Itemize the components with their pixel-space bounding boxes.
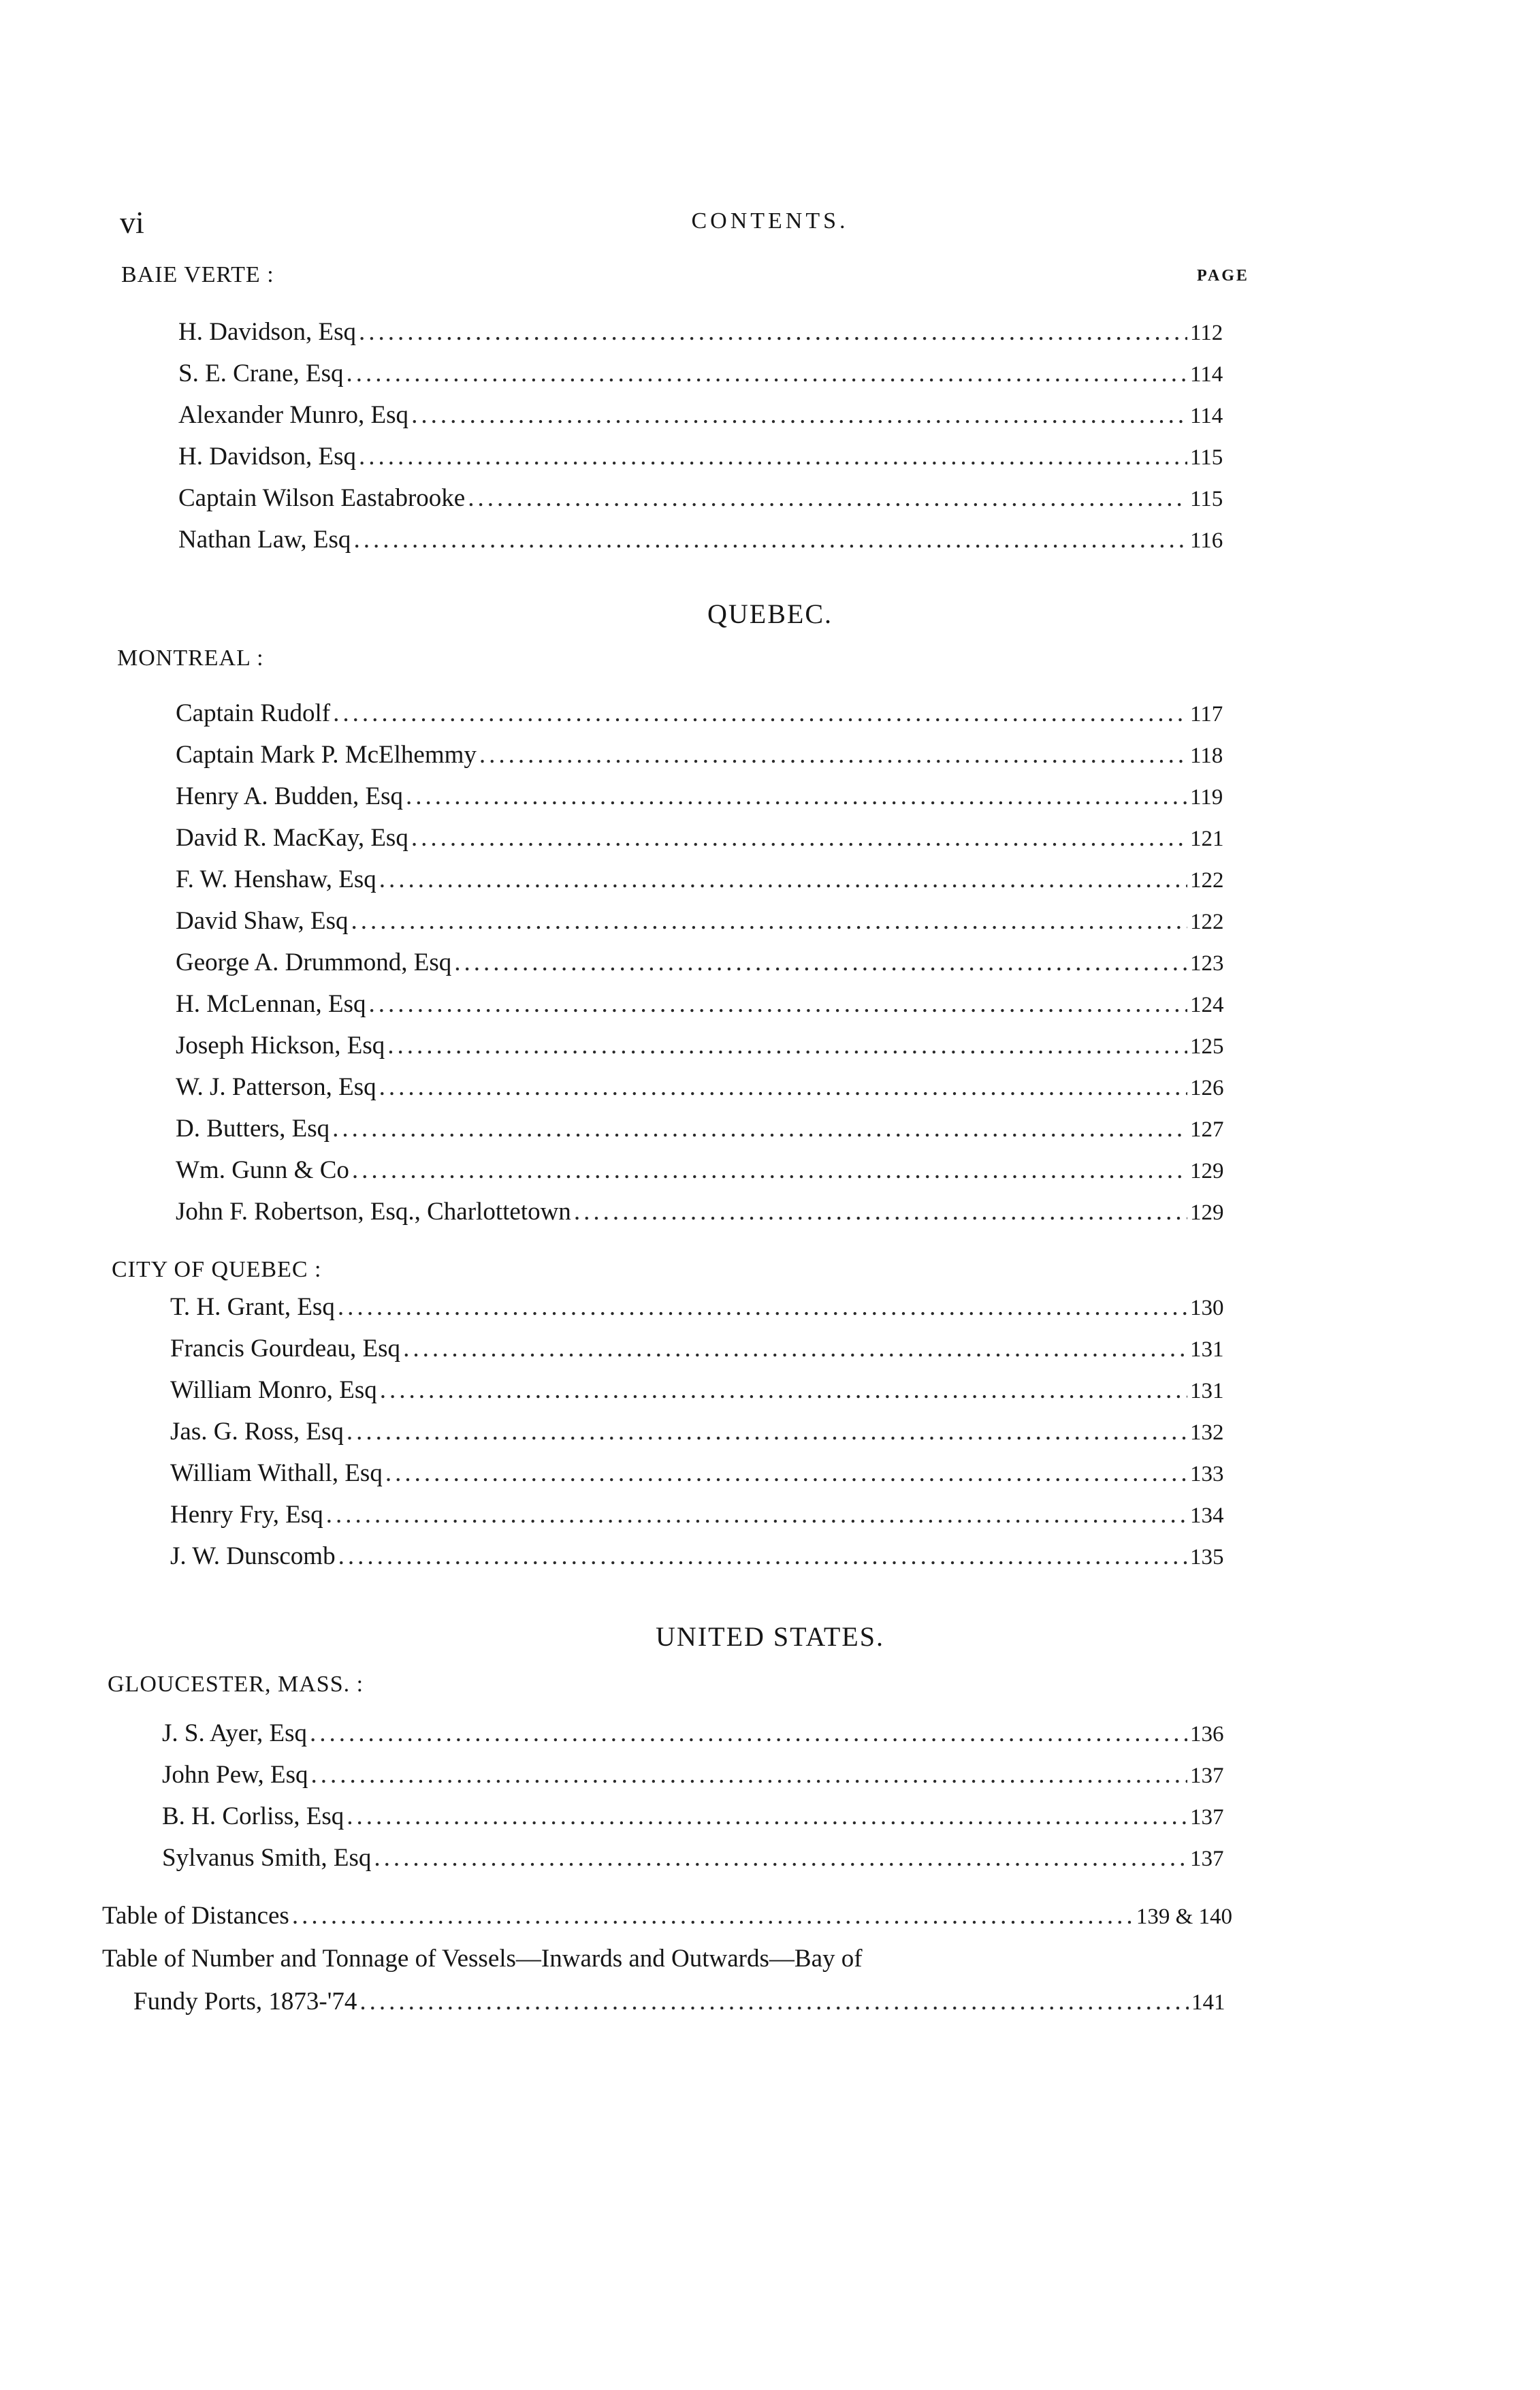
list-item (176, 782, 1231, 823)
entry-page: 115 (1190, 487, 1223, 511)
entry-name: H. Davidson, Esq (178, 318, 357, 346)
list-item (170, 1459, 1231, 1500)
entry-name: Alexander Munro, Esq (178, 401, 409, 429)
place-heading-baie-verte (121, 262, 274, 288)
dot-leader (369, 989, 1188, 1019)
dot-leader (310, 1760, 1187, 1789)
list-item (176, 1072, 1231, 1114)
entry-page: 139 & 140 (1136, 1905, 1232, 1929)
dot-leader (380, 1375, 1187, 1405)
dot-leader (332, 1114, 1187, 1143)
entry-page: 131 (1190, 1379, 1224, 1403)
entry-page: 121 (1190, 827, 1224, 851)
list-item (162, 1719, 1231, 1760)
entry-name: William Withall, Esq (170, 1459, 383, 1487)
entries-montreal (176, 699, 1231, 1239)
entry-name: Wm. Gunn & Co (176, 1156, 349, 1184)
place-heading-gloucester (108, 1672, 364, 1698)
entry-page: 125 (1190, 1034, 1224, 1059)
dot-leader (338, 1542, 1187, 1571)
list-item (176, 1156, 1231, 1197)
entry-name: H. McLennan, Esq (176, 990, 366, 1018)
entry-name: F. W. Henshaw, Esq (176, 865, 376, 893)
section-heading-united-states: UNITED STATES. (656, 1621, 884, 1652)
place-label: CITY OF QUEBEC : (112, 1257, 322, 1282)
dot-leader (359, 1987, 1189, 2016)
list-item (170, 1500, 1231, 1542)
list-item (170, 1292, 1231, 1334)
entry-name: Table of Distances (102, 1902, 289, 1930)
list-item (162, 1760, 1231, 1802)
entry-page: 117 (1190, 702, 1223, 727)
entry-name: J. W. Dunscomb (170, 1542, 336, 1570)
dot-leader (411, 823, 1187, 853)
entry-name-line-1: Table of Number and Tonnage of Vessels—Inwards and Outwards—Bay of (102, 1945, 863, 1973)
entry-page: 122 (1190, 910, 1224, 934)
dot-leader (387, 1031, 1187, 1060)
entry-page: 127 (1190, 1117, 1224, 1142)
dot-leader (374, 1843, 1187, 1873)
dot-leader (353, 525, 1187, 554)
entry-name: T. H. Grant, Esq (170, 1293, 335, 1321)
place-heading-city-of-quebec (112, 1257, 321, 1283)
entry-page: 137 (1190, 1847, 1224, 1871)
running-head (0, 204, 1540, 245)
entry-name: J. S. Ayer, Esq (162, 1719, 308, 1747)
dot-leader (338, 1292, 1187, 1322)
entry-name: John Pew, Esq (162, 1761, 308, 1789)
entry-name: Jas. G. Ross, Esq (170, 1418, 344, 1446)
dot-leader (479, 740, 1187, 769)
list-item (176, 1197, 1231, 1239)
place-label: MONTREAL : (117, 646, 264, 671)
dot-leader (333, 699, 1187, 728)
entry-page: 134 (1190, 1503, 1224, 1528)
entry-name: W. J. Patterson, Esq (176, 1073, 376, 1101)
place-label: BAIE VERTE : (121, 262, 274, 287)
place-label: GLOUCESTER, MASS. : (108, 1672, 364, 1697)
page-column-label: PAGE (1197, 267, 1249, 285)
entry-name: Nathan Law, Esq (178, 526, 351, 554)
list-item (176, 1031, 1231, 1072)
entry-page: 131 (1190, 1337, 1224, 1362)
dot-leader (292, 1901, 1134, 1930)
entry-name: Henry Fry, Esq (170, 1501, 323, 1529)
entry-page: 118 (1190, 744, 1223, 768)
dot-leader (352, 1156, 1187, 1185)
list-item (176, 1114, 1231, 1156)
entry-page: 137 (1190, 1805, 1224, 1830)
list-item (170, 1542, 1231, 1583)
dot-leader (406, 782, 1187, 811)
entry-name: David Shaw, Esq (176, 907, 349, 935)
dot-leader (351, 906, 1188, 936)
list-item (176, 906, 1231, 948)
entry-page: 130 (1190, 1296, 1224, 1320)
entry-page: 124 (1190, 993, 1224, 1017)
entry-name: Captain Wilson Eastabrooke (178, 484, 466, 512)
entry-name-line-2: Fundy Ports, 1873-'74 (133, 1988, 357, 2015)
entry-name: H. Davidson, Esq (178, 443, 357, 471)
entry-page: 132 (1190, 1420, 1224, 1445)
list-item (102, 1901, 1232, 1944)
entry-name: Captain Rudolf (176, 699, 331, 727)
entry-name: Francis Gourdeau, Esq (170, 1335, 401, 1363)
dot-leader (379, 1072, 1187, 1102)
section-heading-quebec: QUEBEC. (707, 599, 833, 629)
list-item (178, 442, 1231, 483)
entry-name: John F. Robertson, Esq., Charlottetown (176, 1198, 571, 1226)
entries-baie-verte (178, 317, 1231, 567)
page-folio: vi (120, 205, 144, 240)
list-item (170, 1334, 1231, 1375)
entry-name: S. E. Crane, Esq (178, 360, 344, 387)
entry-page: 129 (1190, 1159, 1224, 1183)
entry-page: 141 (1191, 1990, 1225, 2015)
dot-leader (379, 865, 1187, 894)
dot-leader (574, 1197, 1187, 1226)
dot-leader (347, 1802, 1187, 1831)
dot-leader (347, 1417, 1187, 1446)
list-item (178, 483, 1231, 525)
list-item (176, 989, 1231, 1031)
list-item (170, 1375, 1231, 1417)
entries-city-of-quebec (170, 1292, 1231, 1583)
place-heading-montreal (117, 646, 264, 671)
entry-page: 136 (1190, 1722, 1224, 1747)
list-item (176, 740, 1231, 782)
list-item (178, 359, 1231, 400)
entry-page: 115 (1190, 445, 1223, 470)
list-item (162, 1843, 1231, 1885)
entry-name: Sylvanus Smith, Esq (162, 1844, 372, 1872)
entry-page: 119 (1190, 785, 1223, 810)
entry-name: B. H. Corliss, Esq (162, 1802, 344, 1830)
list-item (178, 525, 1231, 567)
entry-page: 126 (1190, 1076, 1224, 1100)
entry-page: 112 (1190, 321, 1223, 345)
list-item (176, 699, 1231, 740)
dot-leader (310, 1719, 1187, 1748)
dot-leader (403, 1334, 1187, 1363)
entry-name: William Monro, Esq (170, 1376, 377, 1404)
entry-page: 135 (1190, 1545, 1224, 1570)
entry-name: Captain Mark P. McElhemmy (176, 741, 477, 769)
dot-leader (385, 1459, 1187, 1488)
list-item (176, 865, 1231, 906)
entry-page: 114 (1190, 404, 1223, 428)
dot-leader (359, 442, 1187, 471)
entry-name: George A. Drummond, Esq (176, 949, 452, 976)
tables-block (102, 1901, 1232, 2030)
entry-page: 114 (1190, 362, 1223, 387)
list-item (170, 1417, 1231, 1459)
list-item (102, 1987, 1232, 2030)
dot-leader (468, 483, 1187, 513)
entries-gloucester (162, 1719, 1231, 1885)
dot-leader (347, 359, 1187, 388)
list-item (178, 317, 1231, 359)
entry-name: D. Butters, Esq (176, 1115, 330, 1143)
entry-name: David R. MacKay, Esq (176, 824, 408, 852)
entry-page: 129 (1190, 1200, 1224, 1225)
list-item (176, 948, 1231, 989)
list-item (178, 400, 1231, 442)
dot-leader (359, 317, 1187, 347)
entry-page: 122 (1190, 868, 1224, 893)
entry-page: 123 (1190, 951, 1224, 976)
entry-page: 116 (1190, 528, 1223, 553)
entry-name: Henry A. Budden, Esq (176, 782, 403, 810)
list-item (162, 1802, 1231, 1843)
dot-leader (326, 1500, 1187, 1529)
entry-page: 133 (1190, 1462, 1224, 1486)
list-item (176, 823, 1231, 865)
dot-leader (454, 948, 1187, 977)
dot-leader (411, 400, 1187, 430)
entry-name: Joseph Hickson, Esq (176, 1032, 385, 1059)
entry-page: 137 (1190, 1764, 1224, 1788)
running-head-title: CONTENTS. (691, 208, 849, 234)
